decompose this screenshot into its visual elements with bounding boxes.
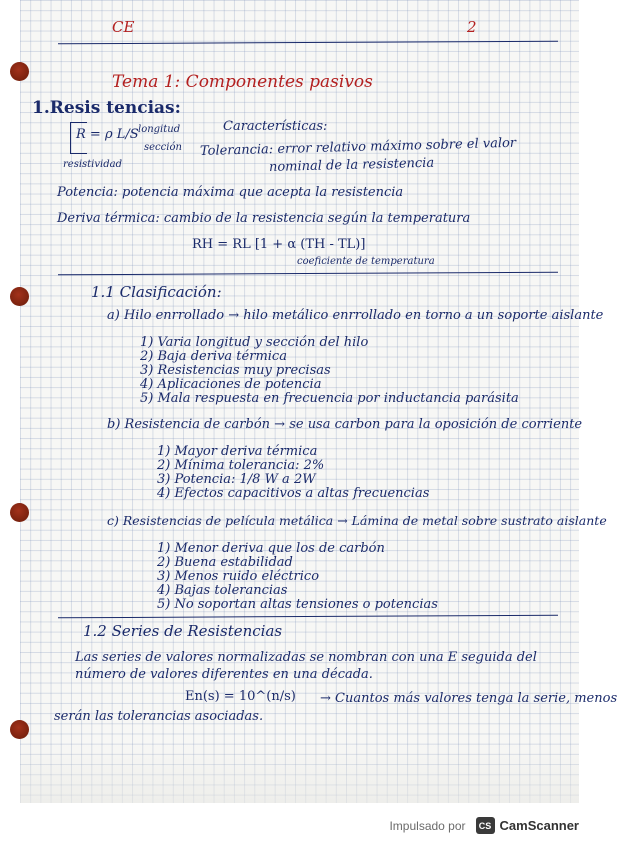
- binder-hole: [10, 720, 29, 739]
- list-item: 2) Buena estabilidad: [157, 555, 293, 570]
- series-formula: En(s) = 10^(n/s): [185, 689, 296, 704]
- series-note-2: serán las tolerancias asociadas.: [54, 709, 264, 724]
- potencia-line: Potencia: potencia máxima que acepta la resistencia: [57, 185, 404, 200]
- header-rule: [58, 41, 558, 45]
- list-item: 3) Resistencias muy precisas: [140, 363, 331, 378]
- deriva-formula: RH = RL [1 + α (TH - TL)]: [192, 237, 366, 252]
- list-item: 2) Mínima tolerancia: 2%: [157, 458, 325, 473]
- binder-hole: [10, 503, 29, 522]
- page-title: Tema 1: Componentes pasivos: [112, 72, 373, 92]
- note-resistividad: resistividad: [63, 159, 122, 170]
- type-c-title: c) Resistencias de película metálica → Lámina de metal sobre sustrato aislante: [107, 513, 607, 528]
- list-item: 4) Aplicaciones de potencia: [140, 377, 322, 392]
- type-b-title: b) Resistencia de carbón → se usa carbon para la oposición de corriente: [107, 417, 583, 432]
- deriva-line: Deriva térmica: cambio de la resistencia según la temperatura: [57, 211, 471, 226]
- list-item: 5) Mala respuesta en frecuencia por inductancia parásita: [140, 391, 519, 406]
- section-heading-series: 1.2 Series de Resistencias: [83, 622, 283, 640]
- caracteristicas-heading: Características:: [223, 119, 328, 134]
- camscanner-brand: CamScanner: [499, 818, 579, 833]
- section-rule: [58, 272, 558, 276]
- binder-hole: [10, 62, 29, 81]
- type-a-title: a) Hilo enrrollado → hilo metálico enrrollado en torno a un soporte aislante: [107, 308, 604, 323]
- binder-hole: [10, 287, 29, 306]
- header-left: CE: [112, 18, 135, 36]
- tolerancia-line-2: nominal de la resistencia: [268, 155, 435, 175]
- type-b-list: [157, 445, 429, 500]
- type-a-list: [140, 336, 519, 405]
- notebook-page: [20, 0, 617, 803]
- series-line-2: número de valores diferentes en una década.: [75, 667, 373, 682]
- list-item: 3) Potencia: 1/8 W a 2W: [157, 472, 316, 487]
- note-longitud: longitud: [138, 124, 181, 135]
- scanner-footer: [389, 817, 579, 834]
- list-item: 1) Mayor deriva térmica: [157, 444, 318, 459]
- section-heading-resistencias: 1.Resis tencias:: [32, 98, 181, 118]
- series-line-1: Las series de valores normalizadas se nombran con una E seguida del: [75, 650, 537, 665]
- camscanner-logo-icon: CS: [476, 817, 495, 834]
- list-item: 3) Menos ruido eléctrico: [157, 569, 320, 584]
- list-item: 1) Varia longitud y sección del hilo: [140, 335, 369, 350]
- coef-note: coeficiente de temperatura: [297, 256, 435, 267]
- section-rule: [58, 615, 558, 619]
- series-note-1: → Cuantos más valores tenga la serie, menos: [320, 691, 617, 706]
- note-seccion: sección: [144, 142, 182, 153]
- resistance-formula: R = ρ L/S: [76, 127, 139, 142]
- footer-label: Impulsado por: [389, 818, 466, 833]
- list-item: 4) Bajas tolerancias: [157, 583, 288, 598]
- tolerancia-line-1: Tolerancia: error relativo máximo sobre el valor: [199, 135, 517, 159]
- list-item: 1) Menor deriva que los de carbón: [157, 541, 385, 556]
- list-item: 4) Efectos capacitivos a altas frecuencias: [157, 486, 430, 501]
- list-item: 2) Baja deriva térmica: [140, 349, 287, 364]
- type-c-list: [157, 542, 438, 611]
- section-heading-clasificacion: 1.1 Clasificación:: [91, 283, 222, 301]
- page-number: 2: [467, 18, 477, 36]
- list-item: 5) No soportan altas tensiones o potencias: [157, 597, 438, 612]
